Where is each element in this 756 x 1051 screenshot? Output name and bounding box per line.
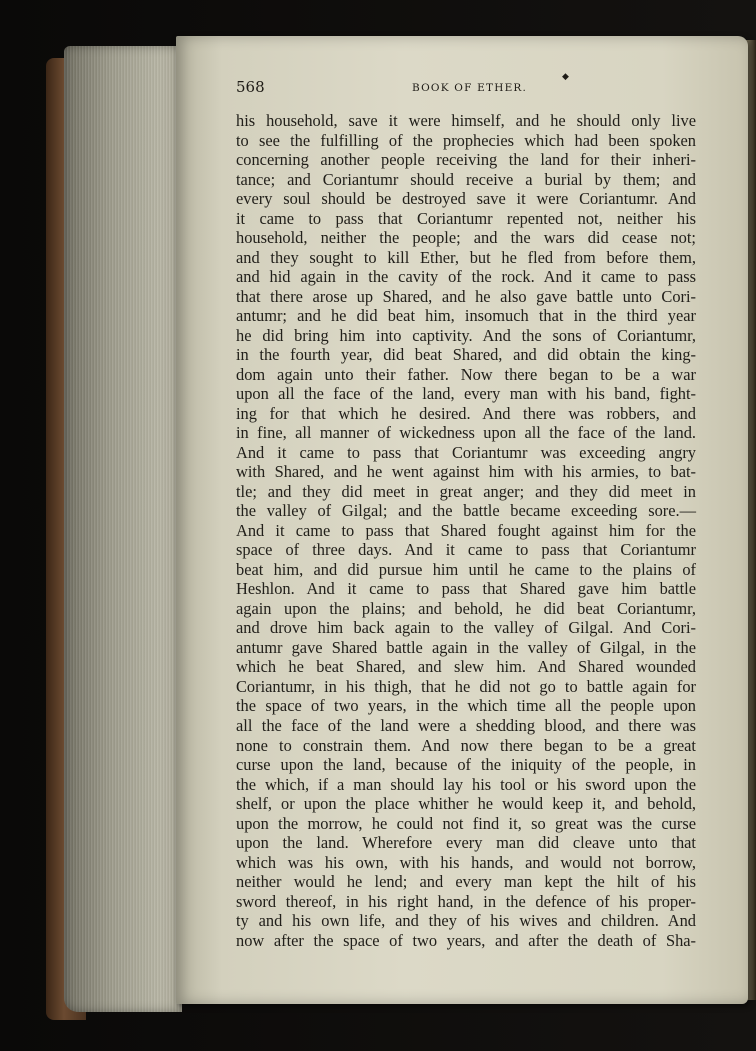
- text-line: antumr; and he did beat him, insomuch that in the third year: [236, 306, 696, 326]
- text-line: antumr gave Shared battle again in the valley of Gilgal, in the: [236, 637, 696, 657]
- text-line: and hid again in the cavity of the rock. And it came to pass: [236, 267, 696, 287]
- text-line: in the fourth year, did beat Shared, and did obtain the king-: [236, 345, 696, 365]
- page-header: [236, 72, 736, 98]
- text-line: beat him, and did pursue him until he came to the plains of: [236, 559, 696, 579]
- text-line: with Shared, and he went against him with his armies, to bat-: [236, 462, 696, 482]
- text-line: which he beat Shared, and slew him. And Shared wounded: [236, 657, 696, 677]
- text-line: household, neither the people; and the wars did cease not;: [236, 228, 696, 248]
- text-line: the which, if a man should lay his tool or his sword upon the: [236, 774, 696, 794]
- text-line: now after the space of two years, and after the death of Sha-: [236, 930, 696, 950]
- text-line: every soul should be destroyed save it were Coriantumr. And: [236, 189, 696, 209]
- running-head: BOOK OF ETHER.: [412, 82, 528, 94]
- text-line: shelf, or upon the place whither he would keep it, and behold,: [236, 794, 696, 814]
- text-line: all the face of the land were a shedding blood, and there was: [236, 715, 696, 735]
- text-line: tle; and they did meet in great anger; and they did meet in: [236, 481, 696, 501]
- text-line: that there arose up Shared, and he also gave battle unto Cori-: [236, 286, 696, 306]
- text-line: And it came to pass that Shared fought against him for the: [236, 520, 696, 540]
- text-line: again upon the plains; and behold, he did beat Coriantumr,: [236, 598, 696, 618]
- text-line: Coriantumr, in his thigh, that he did not go to battle again for: [236, 676, 696, 696]
- text-line: sword thereof, in his right hand, in the defence of his proper-: [236, 891, 696, 911]
- text-line: the valley of Gilgal; and the battle became exceeding sore.—: [236, 501, 696, 521]
- text-line: neither would he lend; and every man kept the hilt of his: [236, 872, 696, 892]
- text-line: in fine, all manner of wickedness upon all the face of the land.: [236, 423, 696, 443]
- page-number: 568: [236, 78, 265, 96]
- text-line: he did bring him into captivity. And the sons of Coriantumr,: [236, 325, 696, 345]
- text-line: to see the fulfilling of the prophecies which had been spoken: [236, 130, 696, 150]
- text-line: ing for that which he desired. And there was robbers, and: [236, 403, 696, 423]
- text-line: it came to pass that Coriantumr repented not, neither his: [236, 208, 696, 228]
- text-line: ty and his own life, and they of his wives and children. And: [236, 911, 696, 931]
- text-line: upon the morrow, he could not find it, so great was the curse: [236, 813, 696, 833]
- text-line: tance; and Coriantumr should receive a burial by them; and: [236, 169, 696, 189]
- page-block-edges: [64, 46, 182, 1012]
- text-line: curse upon the land, because of the iniquity of the people, in: [236, 755, 696, 775]
- text-line: his household, save it were himself, and he should only live: [236, 111, 696, 130]
- text-line: none to constrain them. And now there began to be a great: [236, 735, 696, 755]
- ink-mark-icon: ◆: [562, 72, 569, 82]
- text-line: concerning another people receiving the land for their inheri-: [236, 150, 696, 170]
- text-line: Heshlon. And it came to pass that Shared gave him battle: [236, 579, 696, 599]
- text-line: the space of two years, in the which time all the people upon: [236, 696, 696, 716]
- text-line: upon all the face of the land, every man with his band, fight-: [236, 384, 696, 404]
- text-line: and they sought to kill Ether, but he fled from before them,: [236, 247, 696, 267]
- text-line: which was his own, with his hands, and would not borrow,: [236, 852, 696, 872]
- text-line: upon the land. Wherefore every man did cleave unto that: [236, 833, 696, 853]
- text-line: space of three days. And it came to pass that Coriantumr: [236, 540, 696, 560]
- body-text: [236, 111, 696, 950]
- text-line: and drove him back again to the valley of Gilgal. And Cori-: [236, 618, 696, 638]
- text-line: And it came to pass that Coriantumr was exceeding angry: [236, 442, 696, 462]
- text-line: dom again unto their father. Now there began to be a war: [236, 364, 696, 384]
